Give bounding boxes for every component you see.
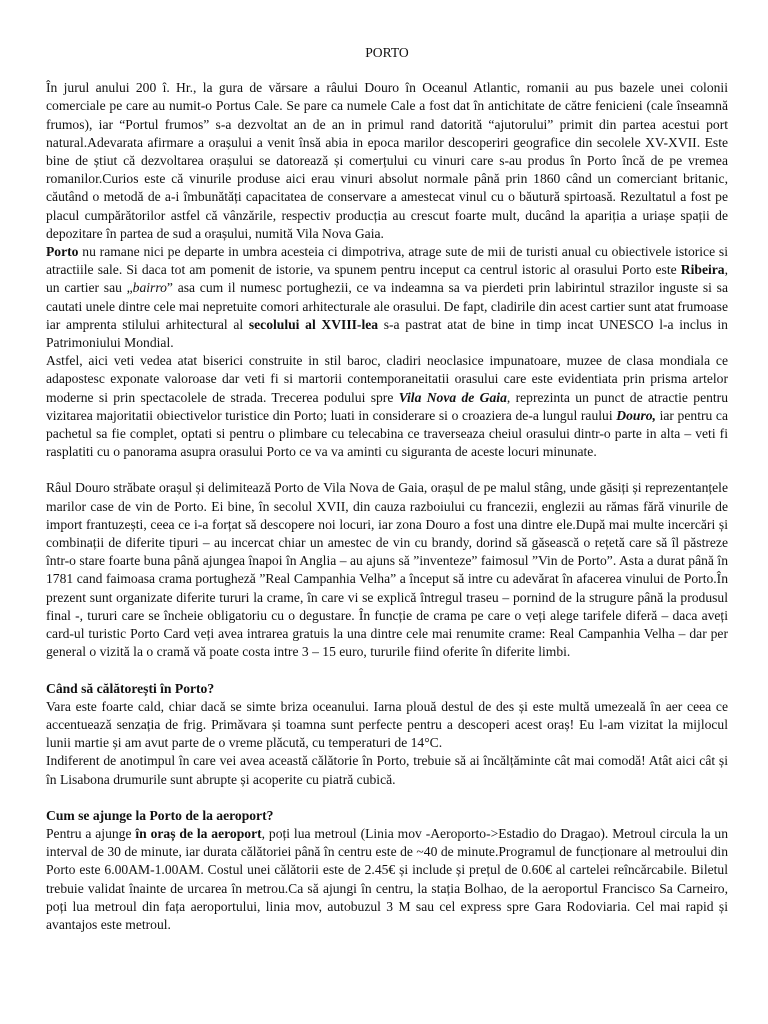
porto-bold: Porto: [46, 244, 79, 260]
paragraph-douro-wine: Râul Douro străbate orașul și delimitează Porto de Vila Nova de Gaia, orașul de pe malul stâng, unde găsiți și reprezentanțele marilor case de vin de Porto. Ei bine, în secolul XVII, din cauza razboiului cu francezii, englezii au rămas fără vinurile de import frantuzești, ceea ce i-a forțat să descopere noi locuri, iar zona Douro a fost una dintre ele.După mai multe incercări și combinații de diferite tipuri – au incercat chiar un amestec de vin cu brandy, dorind să găsească o rețetă care să îl păstreze într-o stare foarte buna până ajungea înapoi în Anglia – au ajuns să ”inventeze” faimosul ”Vin de Porto”. Asta a durat până în 1781 cand faimoasa crama portugheză ”Real Campanhia Velha” a început să intre cu adevărat în afacerea vinului de Porto.În prezent sunt organizate diferite tururi la crame, în care vi se explică întregul traseu – pornind de la strugure până la produsul final -, tururi care se încheie obligatoriu cu o degustare. În funcție de crama pe care o veți alege tarifele diferă – daca aveți card-ul turistic Porto Card veți avea intrarea gratuis la una dintre cele mai renumite crame: Real Campanhia Velha – dar per general o vizită la o cramă vă poate costa intre 3 – 15 euro, tururile fiind oferite în diferite limbi.: [46, 480, 728, 660]
douro-bold-italic: Douro,: [616, 407, 656, 423]
heading-when-to-travel: Când să călătorești în Porto?: [46, 680, 215, 696]
paragraph-history: În jurul anului 200 î. Hr., la gura de vărsare a râului Douro în Oceanul Atlantic, romanii au pus bazele unei colonii comerciale pe care au numit-o Portus Cale. Se pare ca numele Cale a fost dat în antichitate de către fenicieni (cale înseamnă frumos), iar “Portul frumos” s-a dezvoltat an de an in primul rand datorită “ajutorului” primit din partea acestui port natural.Adevarata afirmare a orașului a venit însă abia in epoca marilor descoperiri geografice din secolele XV-XVII. Este bine de știut că dezvoltarea orașului se datorează și comerțului cu vinuri care s-au produs în Porto încă de pe vremea romanilor.Curios este că vinurile produse aici erau vinuri absolut normale până prin 1860 când un comerciant britanic, căutând o metodă de a-i îmbunătăți capacitatea de conservare a amestecat vinul cu o băutură spirtoasă. Rezultatul a fost pe placul cumpărătorilor astfel că vânzările, respectiv producția au crescut foarte mult, ducând la apariția a uriașe spații de depozitare în partea de sud a orașului, numită Vila Nova Gaia.: [46, 80, 728, 241]
bairro-italic: bairro: [132, 280, 167, 296]
paragraph-ribeira: Porto nu ramane nici pe departe in umbra acesteia ci dimpotriva, atrage sute de mii de turisti anual cu obiectivele istorice si atractiile sale. Si daca tot am pomenit de istorie, va spunem pentru inceput ca centrul istoric al orasului Porto este Ribeira, un cartier sau „bairro” asa cum il numesc portughezii, ce va indeamna sa va pierdeti prin labirintul strazilor inguste si sa cautati unele dintre cele mai nepretuite comori arhitecturale ale orasului. De fapt, cladirile din acest cartier sunt atat frumoase iar amprenta stilului arhitectural al secolului al XVIII-lea s-a pastrat atat de bine in timp incat UNESCO l-a inclus in Patrimoniului Mondial.: [46, 244, 728, 351]
paragraph-shoes: Indiferent de anotimpul în care vei avea această călătorie în Porto, trebuie să ai încălțăminte cât mai comodă! Atât aici cât și în Lisabona drumurile sunt abrupte și acoperite cu piatră cubică.: [46, 753, 728, 787]
secolul-bold: secolului al XVIII-lea: [248, 316, 379, 332]
oras-aeroport-bold: în oraș de la aeroport: [135, 825, 262, 841]
page-title: PORTO: [365, 45, 409, 60]
paragraph-attractions: Astfel, aici veti vedea atat biserici construite in stil baroc, cladiri neoclasice impunatoare, muzee de clasa mondiala ce adapostesc exponate valoroase dar veti fi si martorii contemporaneitatii orasului care este evidentiata prin prisma artelor moderne si prin spectacolele de strada. Trecerea podului spre Vila Nova de Gaia, reprezinta un punct de atractie pentru vizitarea majoritatii obiectivelor turistice din Porto; luati in considerare si o croaziera de-a lungul raului Douro, iar pentru ca pachetul sa fie complet, optati si pentru o plimbare cu telecabina ce traverseaza cheiul orasului dintr-o parte in alta – veti fi rasplatiti cu o panorama asupra orasului Porto ce va va aminti cu siguranta de aceste locuri minunate.: [46, 353, 729, 460]
paragraph-weather: Vara este foarte cald, chiar dacă se simte briza oceanului. Iarna plouă destul de des și este multă umezeală în aer ceea ce accentuează senzația de frig. Primăvara și toamna sunt perfecte pentru a descoperi acest oraș! Eu l-am vizitat la mijlocul lunii martie și am avut parte de o vreme plăcută, cu temperaturi de 14°C.: [46, 698, 728, 751]
heading-airport: Cum se ajunge la Porto de la aeroport?: [46, 807, 274, 823]
vila-nova-de-gaia-bold-italic: Vila Nova de Gaia: [398, 389, 507, 405]
paragraph-metro: Pentru a ajunge în oraș de la aeroport, poți lua metroul (Linia mov -Aeroporto->Estadio do Dragao). Metroul circula la un interval de 30 de minute, iar durata călătoriei până în centru este de ~40 de minute.Programul de funcționare al metroului din Porto este 6.00AM-1.00AM. Costul unei călătorii este de 2.45€ și include și prețul de 0.60€ al cartelei reîncărcabile. Biletul trebuie validat înainte de urcarea în metrou.Ca să ajungi în centru, la stația Bolhao, de la aeroportul Francisco Sa Carneiro, poți lua metroul din fața aeroportului, linia mov, autobuzul 3 M sau cel express spre Gara Rodoviaria. Cel mai rapid și avantajos este metroul.: [46, 825, 728, 932]
ribeira-bold: Ribeira: [680, 262, 725, 278]
